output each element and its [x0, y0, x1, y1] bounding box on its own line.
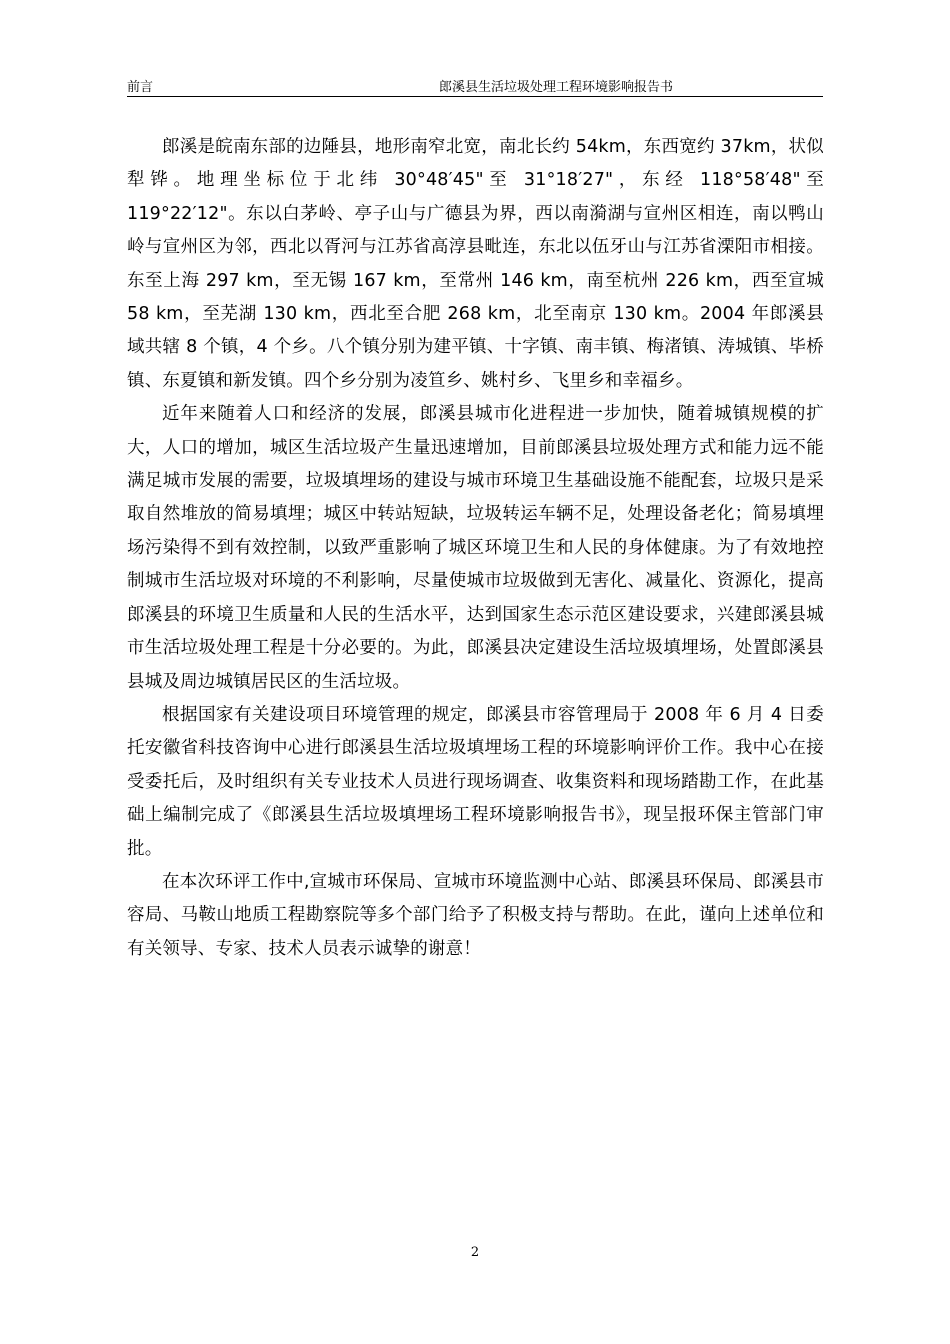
- page-number: 2: [470, 1245, 480, 1260]
- body-text: [127, 131, 824, 966]
- paragraph-location: 郎溪是皖南东部的边陲县，地形南窄北宽，南北长约 54km，东西宽约 37km，状似犁铧。地理坐标位于北纬 30°48′45"至 31°18′27"，东经 118°58′48"至 119°22′12"。东以白茅岭、亭子山与广德县为界，西以南漪湖与宣州区相连，南以鸭山岭与宣州区为邻，西北以胥河与江苏省高淳县毗连，东北以伍牙山与江苏省溧阳市相接。东至上海 297 km，至无锡 167 km，至常州 146 km，南至杭州 226 km，西至宣城 58 km，至芜湖 130 km，西北至合肥 268 km，北至南京 130 km。2004 年郎溪县域共辖 8 个镇，4 个乡。八个镇分别为建平镇、十字镇、南丰镇、梅渚镇、涛城镇、毕桥镇、东夏镇和新发镇。四个乡分别为凌笪乡、姚村乡、飞里乡和幸福乡。: [127, 137, 824, 391]
- paragraph-acknowledgement: 在本次环评工作中,宣城市环保局、宣城市环境监测中心站、郎溪县环保局、郎溪县市容局、马鞍山地质工程勘察院等多个部门给予了积极支持与帮助。在此，谨向上述单位和有关领导、专家、技术人员表示诚挚的谢意！: [127, 871, 824, 959]
- paragraph-background: 近年来随着人口和经济的发展，郎溪县城市化进程进一步加快，随着城镇规模的扩大，人口的增加，城区生活垃圾产生量迅速增加，目前郎溪县垃圾处理方式和能力远不能满足城市发展的需要，垃圾填埋场的建设与城市环境卫生基础设施不能配套，垃圾只是采取自然堆放的简易填埋；城区中转站短缺，垃圾转运车辆不足，处理设备老化；简易填埋场污染得不到有效控制，以致严重影响了城区环境卫生和人民的身体健康。为了有效地控制城市生活垃圾对环境的不利影响，尽量使城市垃圾做到无害化、减量化、资源化，提高郎溪县的环境卫生质量和人民的生活水平，达到国家生态示范区建设要求，兴建郎溪县城市生活垃圾处理工程是十分必要的。为此，郎溪县决定建设生活垃圾填埋场，处置郎溪县县城及周边城镇居民区的生活垃圾。: [127, 404, 824, 692]
- document-title: 郎溪县生活垃圾处理工程环境影响报告书: [438, 80, 673, 95]
- paragraph-commission: 根据国家有关建设项目环境管理的规定，郎溪县市容管理局于 2008 年 6 月 4 日委托安徽省科技咨询中心进行郎溪县生活垃圾填埋场工程的环境影响评价工作。我中心在接受委托后，及时组织有关专业技术人员进行现场调查、收集资料和现场踏勘工作，在此基础上编制完成了《郎溪县生活垃圾填埋场工程环境影响报告书》，现呈报环保主管部门审批。: [127, 704, 824, 859]
- page-header: [127, 74, 823, 97]
- section-title: 前言: [127, 80, 154, 95]
